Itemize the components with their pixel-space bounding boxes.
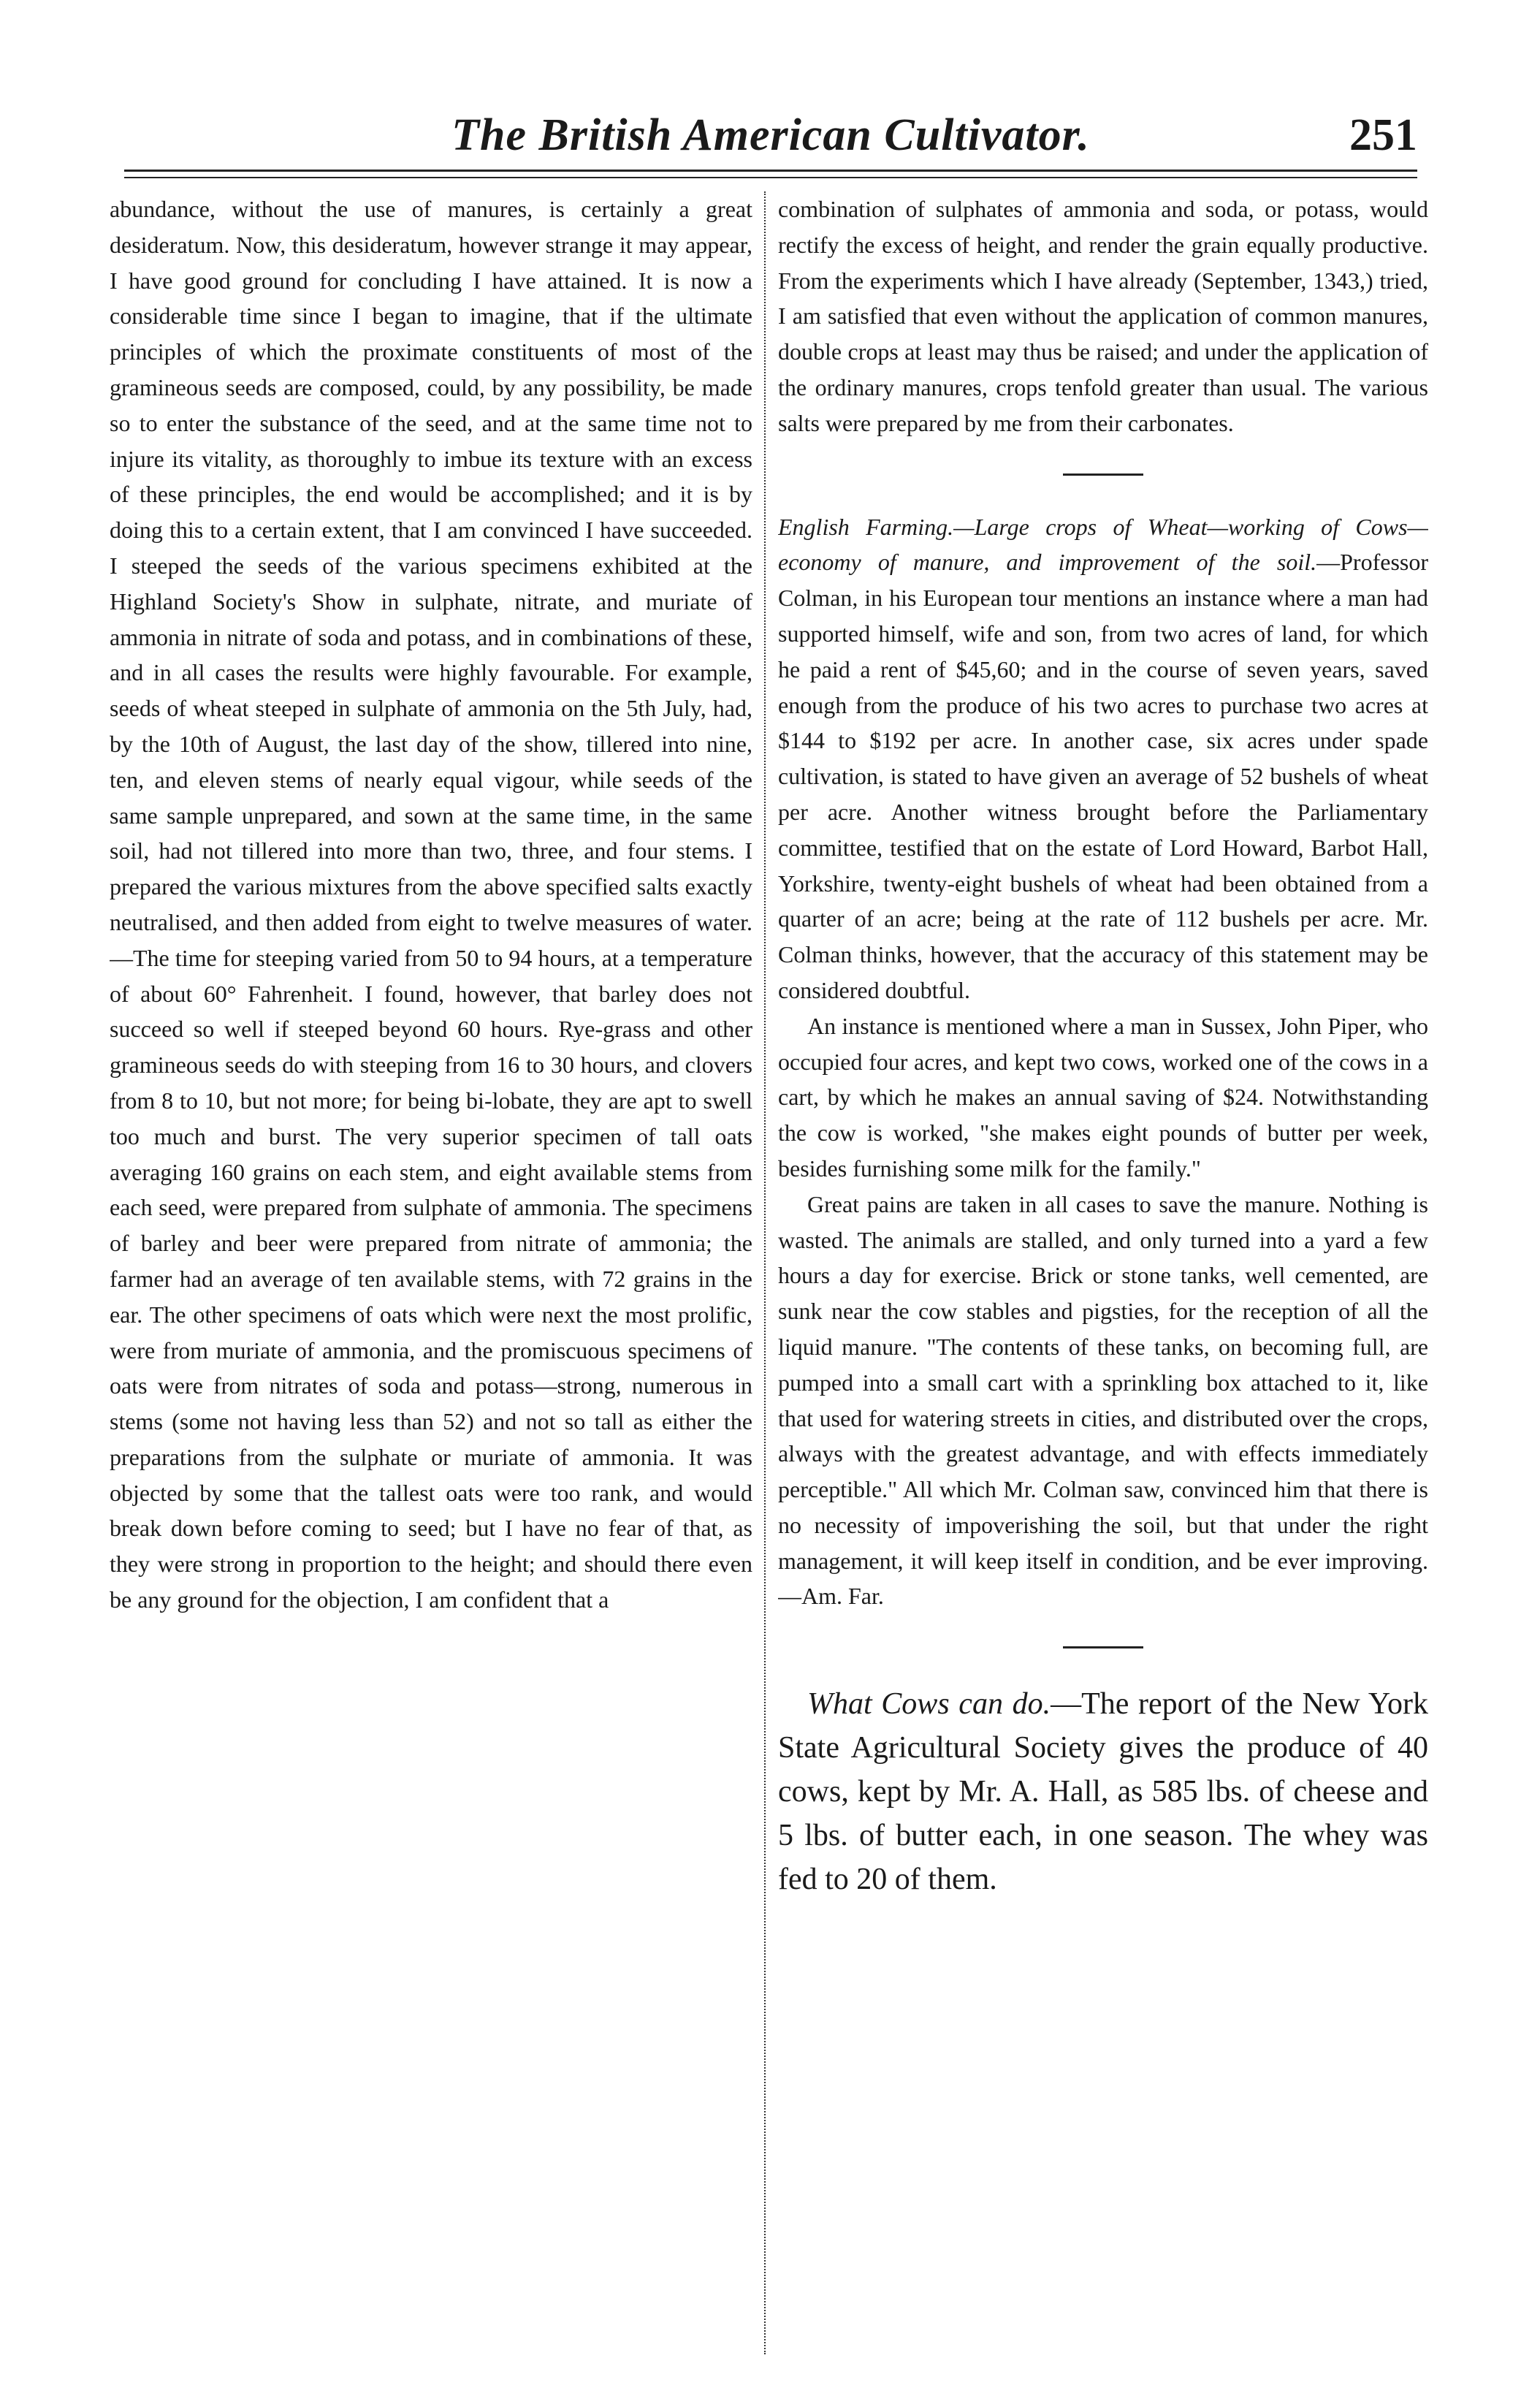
english-farming-heading: English Farming.—Large crops of Wheat—working of Cows—economy of manure, and improvement of the soil. [778,513,1428,576]
page-number: 251 [1349,110,1417,160]
header-rule-bottom [124,177,1417,178]
right-column [778,191,1428,2354]
column-divider [764,191,766,2354]
section-rule [1063,1646,1143,1648]
running-head [124,110,1417,168]
continuation-text: combination of sulphates of ammonia and soda, or potass, would rectify the excess of height, and render the grain equally productive. From the experiments which I have already (September, 1343,) tried, I am satisfied that even without the application of common manures, double crops at least may thus be raised; and under the application of the ordinary manures, crops tenfold greater than usual. The various salts were prepared by me from their carbonates. [778,196,1428,436]
cows-article [778,1682,1428,1901]
header-rule-top [124,170,1417,172]
page-title: The British American Cultivator. [451,110,1090,160]
left-column [110,191,752,2354]
english-farming-text: —Professor Colman, in his European tour mentions an instance where a man had supported himself, wife and son, from two acres of land, for which he paid a rent of $45,60; and in the course of seven years, saved enough from the produce of his two acres to purchase two acres at $144 to $192 per acre. In another case, six acres under spade cultivation, is stated to have given an average of 52 bushels of wheat per acre. Another witness brought before the Parliamentary committee, testified that on the estate of Lord Howard, Barbot Hall, Yorkshire, twenty-eight bushels of wheat had been obtained from a quarter of an acre; being at the rate of 112 bushels per acre. Mr. Colman thinks, however, that the accuracy of this statement may be considered doubtful. [778,549,1428,1003]
english-farming-paragraph-3: Great pains are taken in all cases to save the manure. Nothing is wasted. The animals are stalled, and only turned into a yard a few hours a day for exercise. Brick or stone tanks, well cemented, are sunk near the cow stables and pigsties, for the reception of all the liquid manure. "The contents of these tanks, on becoming full, are pumped into a small cart with a sprinkling box attached to it, like that used for watering streets in cities, and distributed over the crops, always with the greatest advantage, and with effects immediately perceptible." All which Mr. Colman saw, convinced him that there is no necessity of impoverishing the soil, but that under the right management, it will keep itself in condition, and be ever improving.—Am. Far. [778,1190,1428,1610]
cows-text: —The report of the New York State Agricultural Society gives the produce of 40 cows, kept by Mr. A. Hall, as 585 lbs. of cheese and 5 lbs. of butter each, in one season. The whey was fed to 20 of them. [778,1687,1428,1897]
section-rule [1063,474,1143,476]
english-farming-paragraph-2: An instance is mentioned where a man in Sussex, John Piper, who occupied four acres, and kept two cows, worked one of the cows in a cart, by which he makes an annual saving of $24. Notwithstanding the cow is worked, "she makes eight pounds of butter per week, besides furnishing some milk for the family." [778,1012,1428,1182]
english-farming-article [778,509,1428,1008]
cows-heading: What Cows can do. [807,1687,1051,1722]
left-column-text: abundance, without the use of manures, is certainly a great desideratum. Now, this desideratum, however strange it may appear, I have good ground for concluding I have attained. It is now a considerable time since I began to imagine, that if the ultimate principles of which the proximate constituents of most of the gramineous seeds are composed, could, by any possibility, be made so to enter the substance of the seed, and at the same time not to injure its vitality, as thoroughly to imbue its texture with an excess of these principles, the end would be accomplished; and it is by doing this to a certain extent, that I am convinced I have succeeded. I steeped the seeds of the various specimens exhibited at the Highland Society's Show in sulphate, nitrate, and muriate of ammonia in nitrate of soda and potass, and in combinations of these, and in all cases the results were highly favourable. For example, seeds of wheat steeped in sulphate of ammonia on the 5th July, had, by the 10th of August, the last day of the show, tillered into nine, ten, and eleven stems of nearly equal vigour, while seeds of the same sample unprepared, and sown at the same time, in the same soil, had not tillered into more than two, three, and four stems. I prepared the various mixtures from the above specified salts exactly neutralised, and then added from eight to twelve measures of water.—The time for steeping varied from 50 to 94 hours, at a temperature of about 60° Fahrenheit. I found, however, that barley does not succeed so well if steeped beyond 60 hours. Rye-grass and other gramineous seeds do with steeping from 16 to 30 hours, and clovers from 8 to 10, but not more; for being bi-lobate, they are apt to swell too much and burst. The very superior specimen of tall oats averaging 160 grains on each stem, and eight available stems from each seed, were prepared from sulphate of ammonia. The specimens of barley and beer were prepared from nitrate of ammonia; the farmer had an average of ten available stems, with 72 grains in the ear. The other specimens of oats which were next the most prolific, were from muriate of ammonia, and the promiscuous specimens of oats were from nitrates of soda and potass—strong, numerous in stems (some not having less than 52) and not so tall as either the preparations from the sulphate or muriate of ammonia. It was objected by some that the tallest oats were too rank, and would break down before coming to seed; but I have no fear of that, as they were strong in proportion to the height; and should there even be any ground for the objection, I am confident that a [110,196,752,1613]
